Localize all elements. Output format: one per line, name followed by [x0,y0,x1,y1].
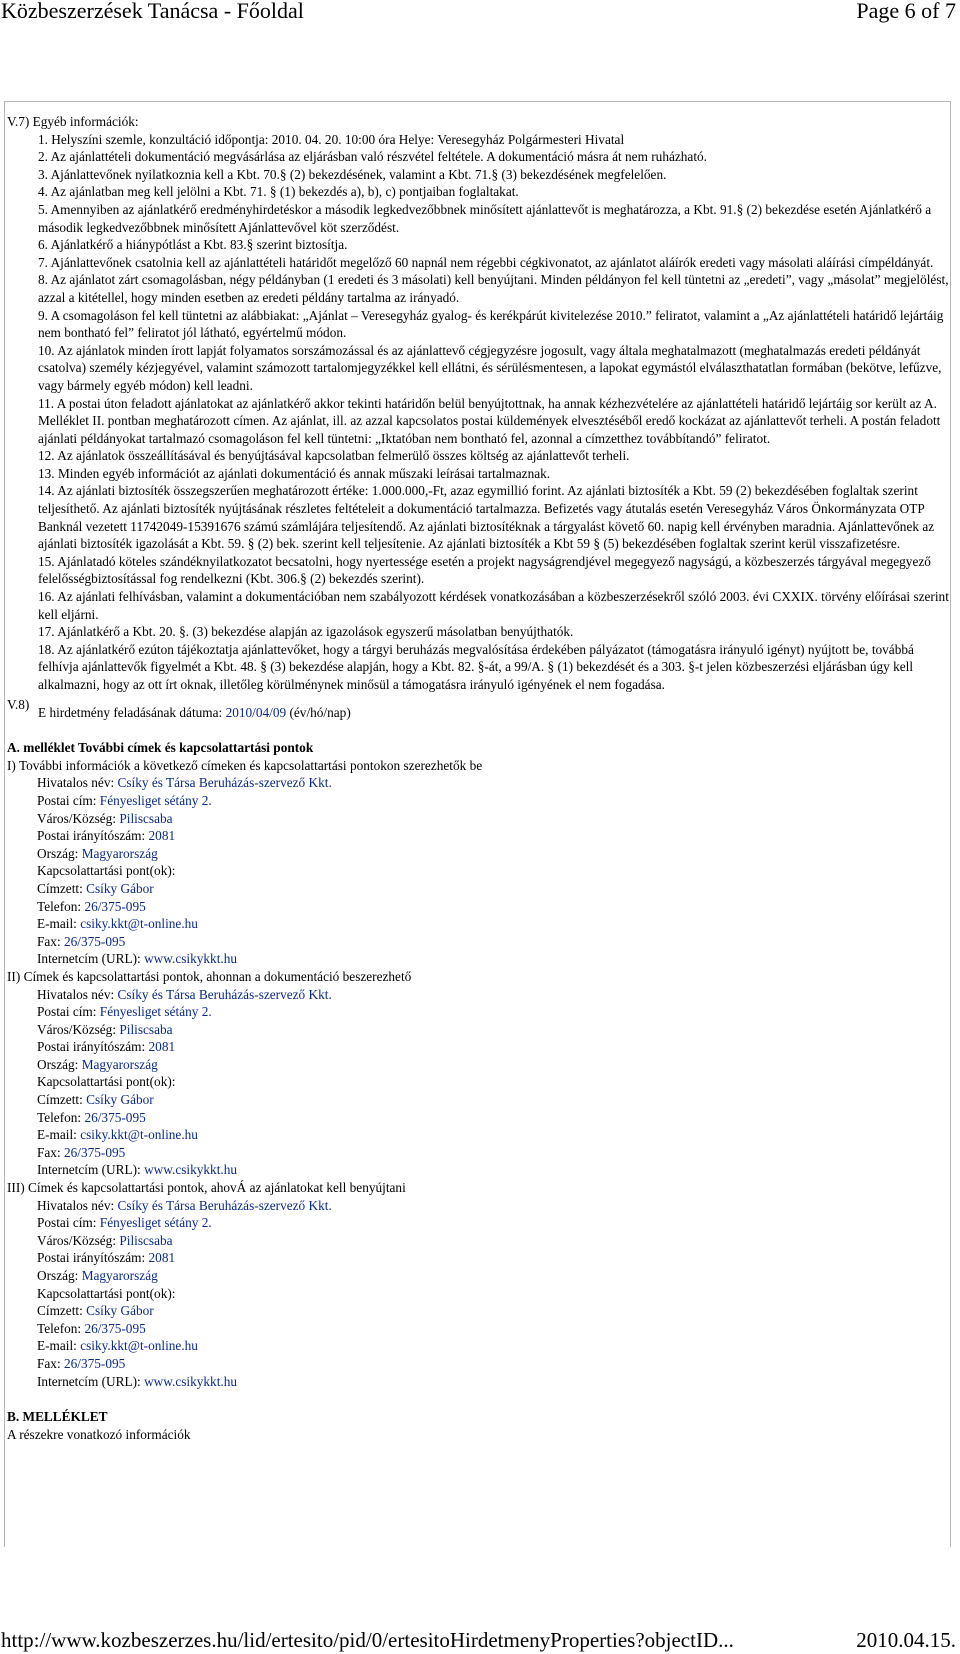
fax-value: 26/375-095 [63,933,126,949]
v7-item: 4. Az ajánlatban meg kell jelölni a Kbt. 71. § (1) bekezdés a), b), c) pontjaiban foglaltakat. [38,184,519,200]
official-name-label: Hivatalos név: [37,775,118,791]
phone-value: 26/375-095 [84,898,146,914]
official-name-row [37,774,951,792]
annex-a-section-title: II) Címek és kapcsolattartási pontok, ahonnan a dokumentáció beszerezhető [7,968,412,984]
email-row [37,1126,951,1144]
v7-item: 7. Ajánlattevőnek csatolnia kell az ajánlattételi határidőt megelőző 60 napnál nem régebbi cégkivonatot, az ajánlatot aláírók eredeti vagy másolati aláírási címpéldányát. [38,254,934,270]
v7-items [7,131,951,694]
postal-address-row [37,792,951,810]
email-row [37,1337,951,1355]
url-row [37,1161,951,1179]
zip-value: 2081 [148,1039,176,1055]
official-name-label: Hivatalos név: [37,986,118,1002]
annex-a-section-title: III) Címek és kapcsolattartási pontok, ahovÁ az ajánlatokat kell benyújtani [7,1180,406,1196]
postal-address-value: Fényesliget sétány 2. [99,792,212,808]
section-v8-label: V.8) [7,696,30,712]
email-value: csiky.kkt@t-online.hu [80,916,198,932]
zip-value: 2081 [148,1250,176,1266]
attention-value: Csíky Gábor [86,1303,154,1319]
contact-points-label: Kapcsolattartási pont(ok): [37,1285,176,1301]
v7-item: 10. Az ajánlatok minden írott lapját folyamatos sorszámozással és az ajánlattevő cégjegyzésre jogosult, vagy általa meghatalmazott (meghatalmazás eredeti példányát csatolva) személy kézjegyével, valamint számozott tartalomjegyzékkel kell ellátni, és sérülésmentesen, a lapokat egymástól elválaszthatatlan formában (bekötve, lefűzve, vagy bármely egyéb módon) kell leadni. [38,342,942,393]
city-label: Város/Község: [37,1021,120,1037]
email-row [37,915,951,933]
attention-value: Csíky Gábor [86,1092,154,1108]
phone-row [37,1109,951,1127]
city-row [37,810,951,828]
print-header [0,0,960,34]
notice-content [7,113,951,1443]
city-row [37,1021,951,1039]
footer-url: http://www.kozbeszerzes.hu/lid/ertesito/pid/0/ertesitoHirdetmenyProperties?objectID... [1,1628,734,1652]
print-footer [0,1628,960,1654]
page-title: Közbeszerzések Tanácsa - Főoldal [1,0,304,23]
city-row [37,1232,951,1250]
postal-address-label: Postai cím: [37,792,100,808]
v7-item: 11. A postai úton feladott ajánlatokat az ajánlatkérő akkor tekinti határidőn belül benyújtottnak, ha annak kézhezvételére az ajánlattételi határidő lejártáig sor került az A. Melléklet II. pontban meghatározott címen. Az ajánlat, ill. az azzal kapcsolatos postai küldemények elvesztéséből eredő kockázat az ajánlattevőt terheli. A postán feladott ajánlati példányokat tartalmazó csomagoláson fel kell tüntetni: „Iktatóban nem bontható fel, azonnal a címzetthez továbbítandó” feliratot. [38,395,941,446]
dispatch-date-format: (év/hó/nap) [286,704,351,720]
attention-row [37,880,951,898]
v7-item: 3. Ajánlattevőnek nyilatkoznia kell a Kbt. 70.§ (2) bekezdésének, valamint a Kbt. 71.§ (3) bekezdésének megfelelően. [38,166,667,182]
url-row [37,950,951,968]
official-name-value: Csíky és Társa Beruházás-szervező Kkt. [117,986,332,1002]
zip-row [37,1249,951,1267]
fax-row [37,1355,951,1373]
phone-row [37,1320,951,1338]
dispatch-date-label: E hirdetmény feladásának dátuma: [38,704,226,720]
country-label: Ország: [37,845,82,861]
fax-label: Fax: [37,1355,64,1371]
v7-item: 14. Az ajánlati biztosíték összegszerűen meghatározott értéke: 1.000.000,-Ft, azaz egymillió forint. Az ajánlati biztosíték a Kbt. 59 (2) bekezdésében foglaltak szerint teljesíthető. Az ajánlati biztosíték nyújtásának részletes feltételeit a dokumentáció tartalmazza. Befizetés vagy átutalás esetén Veresegyház Város Önkormányzata OTP Banknál vezetett 11742049-15391676 számú számlájára teljesítendő. Az ajánlati biztosítéknak a tárgyalást követő 60. napig kell érvényben maradnia. Ajánlattevőnek az ajánlati biztosíték igazolását a Kbt. 59. § (2) bek. szerint kell teljesítenie. Az ajánlati biztosíték a Kbt 59 § (5) bekezdésében foglaltak szerint kerül visszafizetésre. [38,483,935,552]
country-row [37,845,951,863]
country-label: Ország: [37,1056,82,1072]
url-label: Internetcím (URL): [37,1162,145,1178]
footer-date: 2010.04.15. [856,1628,956,1652]
fax-value: 26/375-095 [63,1144,126,1160]
postal-address-value: Fényesliget sétány 2. [99,1215,212,1231]
zip-row [37,827,951,845]
zip-row [37,1038,951,1056]
annex-b-subtitle: A részekre vonatkozó információk [7,1426,191,1442]
v7-item: 6. Ajánlatkérő a hiánypótlást a Kbt. 83.§ szerint biztosítja. [38,237,348,253]
email-value: csiky.kkt@t-online.hu [80,1127,198,1143]
url-label: Internetcím (URL): [37,1373,145,1389]
fax-row [37,933,951,951]
postal-address-label: Postai cím: [37,1004,100,1020]
contact-block [7,986,951,1180]
section-v7-title: V.7) Egyéb információk: [7,114,139,129]
official-name-label: Hivatalos név: [37,1197,118,1213]
country-value: Magyarország [81,1056,158,1072]
attention-value: Csíky Gábor [86,880,154,896]
phone-label: Telefon: [37,898,85,914]
url-label: Internetcím (URL): [37,951,145,967]
attention-row [37,1091,951,1109]
v7-item: 5. Amennyiben az ajánlatkérő eredményhirdetéskor a második legkedvezőbbnek minősített ajánlattevőt is meghatározza, a Kbt. 91.§ (2) bekezdése esetén Ajánlatkérő a második legkedvezőbbnek minősített Ajánlattevővel köt szerződést. [38,201,932,235]
city-value: Piliscsaba [119,810,173,826]
country-label: Ország: [37,1268,82,1283]
attention-label: Címzett: [37,880,87,896]
contact-block [7,774,951,968]
email-value: csiky.kkt@t-online.hu [80,1338,198,1354]
v7-item: 1. Helyszíni szemle, konzultáció időpontja: 2010. 04. 20. 10:00 óra Helye: Veresegyház Polgármesteri Hivatal [38,131,625,147]
zip-label: Postai irányítószám: [37,1250,149,1266]
zip-value: 2081 [148,828,176,844]
email-label: E-mail: [37,916,81,932]
email-label: E-mail: [37,1338,81,1354]
country-row [37,1267,951,1285]
v7-item: 16. Az ajánlati felhívásban, valamint a dokumentációban nem szabályozott kérdések vonatkozásában a közbeszerzésekről szóló 2003. évi CXXIX. törvény előírásai szerint kell eljárni. [38,589,949,622]
annex-b [7,1408,951,1443]
phone-value: 26/375-095 [84,1109,146,1125]
annex-a-section-title: I) További információk a következő címeken és kapcsolattartási pontokon szerezhetők be [7,757,483,773]
section-v8 [7,694,951,722]
dispatch-date-line [7,694,951,722]
official-name-value: Csíky és Társa Beruházás-szervező Kkt. [117,775,332,791]
postal-address-value: Fényesliget sétány 2. [99,1004,212,1020]
city-value: Piliscsaba [119,1021,173,1037]
fax-label: Fax: [37,933,64,949]
annex-a [7,739,951,1390]
contact-points-label: Kapcsolattartási pont(ok): [37,863,176,879]
country-value: Magyarország [81,845,158,861]
email-label: E-mail: [37,1127,81,1143]
attention-label: Címzett: [37,1092,87,1108]
city-label: Város/Község: [37,810,120,826]
v7-item: 13. Minden egyéb információt az ajánlati dokumentáció és annak műszaki leírásai tartalmaznak. [38,465,551,481]
fax-row [37,1144,951,1162]
dispatch-date-value: 2010/04/09 [225,704,287,720]
zip-label: Postai irányítószám: [37,828,149,844]
v7-item: 2. Az ajánlattételi dokumentáció megvásárlása az eljárásban való részvétel feltétele. A dokumentáció másra át nem ruházható. [38,149,707,165]
zip-label: Postai irányítószám: [37,1039,149,1055]
postal-address-label: Postai cím: [37,1215,100,1231]
city-value: Piliscsaba [119,1232,173,1248]
phone-value: 26/375-095 [84,1320,146,1336]
contact-block [7,1197,951,1391]
official-name-row [37,986,951,1004]
attention-row [37,1302,951,1320]
v7-item: 18. Az ajánlatkérő ezúton tájékoztatja ajánlattevőket, hogy a tárgyi beruházás megvalósítása érdekében pályázatot (támogatásra irányuló igényt) nyújtott be, továbbá felhívja ajánlattevők figyelmét a Kbt. 48. § (3) bekezdése alapján, hogy a Kbt. 82. §-át, a 99/A. § (1) bekezdését és a 303. §-t jelen közbeszerzési eljárásban úgy kell alkalmazni, hogy az ott írt oknak, illetőleg körülménynek minősül a támogatásra irányuló igényének el nem fogadása. [38,641,914,692]
country-row [37,1056,951,1074]
contact-points-label: Kapcsolattartási pont(ok): [37,1074,176,1090]
page-number: Page 6 of 7 [856,0,956,23]
url-row [37,1373,951,1391]
url-value: www.csikykkt.hu [144,1373,238,1389]
city-label: Város/Község: [37,1232,120,1248]
official-name-value: Csíky és Társa Beruházás-szervező Kkt. [117,1197,332,1213]
postal-address-row [37,1003,951,1021]
v7-item: 8. Az ajánlatot zárt csomagolásban, négy példányban (1 eredeti és 3 másolati) kell benyújtani. Minden példányon fel kell tüntetni az „eredeti”, vagy „másolat” megjelölést, azzal a kitétellel, hogy minden esetben az eredeti példány tartalma az irányadó. [38,272,949,305]
attention-label: Címzett: [37,1303,87,1319]
phone-row [37,898,951,916]
annex-a-title: A. melléklet További címek és kapcsolattartási pontok [7,740,314,756]
fax-value: 26/375-095 [63,1355,126,1371]
annex-b-title: B. MELLÉKLET [7,1409,108,1425]
official-name-row [37,1197,951,1215]
country-value: Magyarország [81,1268,158,1283]
v7-item: 15. Ajánlatadó köteles szándéknyilatkozatot becsatolni, hogy nyertessége esetén a projekt nagyságrendjével megegyező nagyságú, a közbeszerzés tárgyával megegyező felelősségbiztosítással fog rendelkezni (Kbt. 306.§ (2) bekezdés szerint). [38,553,931,587]
url-value: www.csikykkt.hu [144,1162,238,1178]
v7-item: 12. Az ajánlatok összeállításával és benyújtásával kapcsolatban felmerülő összes költség az ajánlattevőt terheli. [38,448,630,464]
fax-label: Fax: [37,1144,64,1160]
postal-address-row [37,1214,951,1232]
phone-label: Telefon: [37,1109,85,1125]
url-value: www.csikykkt.hu [144,951,238,967]
phone-label: Telefon: [37,1320,85,1336]
v7-item: 17. Ajánlatkérő a Kbt. 20. §. (3) bekezdése alapján az igazolások egyszerű másolatban benyújthatók. [38,624,574,640]
v7-item: 9. A csomagoláson fel kell tüntetni az alábbiakat: „Ajánlat – Veresegyház gyalog- és kerékpárút kivitelezése 2010.” feliratot, valamint a „Az ajánlattételi határidő lejártáig nem bontható fel” feliratot jól látható, egyértelmű módon. [38,307,944,341]
